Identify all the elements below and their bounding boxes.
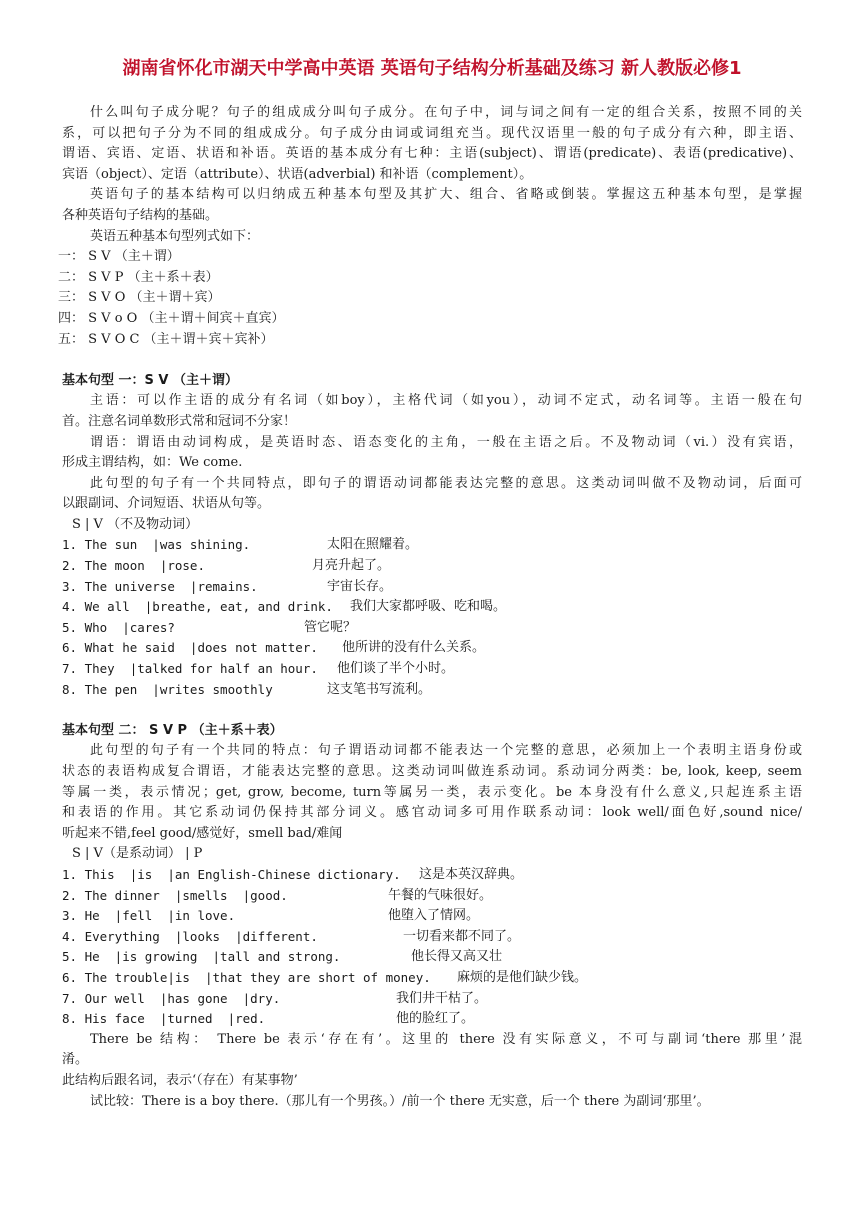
section-paragraph-line: 谓语：谓语由动词构成，是英语时态、语态变化的主角，一般在主语之后。不及物动词（vi.）没有宾语， [90, 434, 802, 450]
section-heading: 基本句型 一：S V （主＋谓） [62, 372, 239, 388]
pattern-line: 二： S V P （主＋系＋表） [58, 269, 219, 285]
example-english: 8. His face |turned |red. [62, 1011, 266, 1027]
intro-line: 各种英语句子结构的基础。 [62, 207, 219, 223]
example-sentence [62, 638, 802, 659]
section-paragraph-line: 此句型的句子有一个共同特点，即句子的谓语动词都能表达完整的意思。这类动词叫做不及物动词，后面可 [90, 475, 802, 491]
example-sentence [62, 577, 802, 598]
example-english: 4. Everything |looks |different. [62, 928, 318, 944]
example-chinese: 这是本英汉辞典。 [419, 866, 524, 882]
example-english: 3. He |fell |in love. [62, 908, 236, 924]
example-sentence [62, 968, 802, 989]
intro-line: 英语句子的基本结构可以归纳成五种基本句型及其扩大、组合、省略或倒装。掌握这五种基本句型，是掌握 [90, 187, 802, 203]
example-sentence [62, 927, 802, 948]
there-be-line: There be 结构： There be 表示‘存在有’。这里的 there 没有实际意义，不可与副词‘there 那里’混 [90, 1031, 802, 1047]
example-english: 7. Our well |has gone |dry. [62, 990, 281, 1006]
example-english: 2. The dinner |smells |good. [62, 887, 288, 903]
example-english: 2. The moon |rose. [62, 558, 205, 574]
sentence-structure: S | V（是系动词） | P [72, 846, 203, 862]
there-be-line: 淆。 [62, 1052, 89, 1068]
example-sentence [62, 989, 802, 1010]
example-english: 4. We all |breathe, eat, and drink. [62, 599, 333, 615]
example-sentence [62, 947, 802, 968]
example-sentence [62, 659, 802, 680]
example-english: 1. This |is |an English-Chinese dictionary. [62, 866, 401, 882]
example-chinese: 他们谈了半个小时。 [337, 661, 455, 677]
example-sentence [62, 597, 802, 618]
example-english: 1. The sun |was shining. [62, 537, 251, 553]
example-english: 6. What he said |does not matter. [62, 640, 318, 656]
intro-line: 什么叫句子成分呢？句子的组成成分叫句子成分。在句子中，词与词之间有一定的组合关系，按照不同的关 [90, 105, 802, 120]
intro-line: 系，可以把句子分为不同的组成成分。句子成分由词或词组充当。现代汉语里一般的句子成分有六种，即主语、 [62, 125, 802, 141]
example-english: 7. They |talked for half an hour. [62, 661, 318, 677]
section-paragraph-line: 主语：可以作主语的成分有名词（如boy），主格代词（如you），动词不定式，动名词等。主语一般在句 [90, 393, 802, 409]
section-heading: 基本句型 二： S V P （主＋系＋表） [62, 722, 283, 738]
example-english: 5. He |is growing |tall and strong. [62, 949, 341, 965]
section-paragraph-line: 首。注意名词单数形式常和冠词不分家！ [62, 413, 297, 429]
intro-line: 谓语、宾语、定语、状语和补语。英语的基本成分有七种：主语(subject)、谓语(predicate)、表语(predicative)、 [62, 146, 802, 162]
section-paragraph-line: 状态的表语构成复合谓语，才能表达完整的意思。这类动词叫做连系动词。系动词分两类：be, look, keep, seem [62, 764, 802, 779]
section-paragraph-line: 等属一类，表示情况；get, grow, become, turn等属另一类，表示变化。be 本身没有什么意义,只起连系主语 [62, 784, 802, 800]
there-be-line: 此结构后跟名词，表示‘（存在）有某事物’ [62, 1072, 298, 1088]
section-paragraph-line: 和表语的作用。其它系动词仍保持其部分词义。感官动词多可用作联系动词：look well/面色好,sound nice/ [62, 805, 802, 821]
pattern-line: 三： S V O （主＋谓＋宾） [58, 290, 221, 306]
example-sentence [62, 906, 802, 927]
example-chinese: 麻烦的是他们缺少钱。 [457, 969, 588, 985]
example-english: 6. The trouble|is |that they are short of money. [62, 969, 431, 985]
example-sentence [62, 865, 802, 886]
example-chinese: 宇宙长存。 [327, 578, 393, 594]
example-chinese: 他的脸红了。 [396, 1011, 475, 1027]
example-chinese: 这支笔书写流利。 [327, 681, 432, 697]
example-english: 3. The universe |remains. [62, 578, 258, 594]
example-chinese: 一切看来都不同了。 [403, 928, 521, 944]
section-paragraph-line: 形成主谓结构，如：We come. [62, 455, 243, 471]
example-chinese: 太阳在照耀着。 [327, 537, 419, 553]
document-title: 湖南省怀化市湖天中学高中英语 英语句子结构分析基础及练习 新人教版必修1 [122, 58, 742, 79]
pattern-line: 五： S V O C （主＋谓＋宾＋宾补） [58, 331, 274, 347]
intro-line: 英语五种基本句型列式如下： [90, 228, 260, 244]
example-sentence [62, 1009, 802, 1030]
intro-line: 宾语（object）、定语（attribute）、状语(adverbial) 和补语（complement）。 [62, 166, 533, 182]
there-be-line: 试比较：There is a boy there.（那儿有一个男孩。）/前一个 there 无实意，后一个 there 为副词‘那里’。 [90, 1093, 710, 1109]
example-chinese: 他所讲的没有什么关系。 [342, 640, 486, 656]
example-chinese: 月亮升起了。 [312, 558, 391, 574]
example-chinese: 我们井干枯了。 [396, 990, 488, 1006]
sentence-structure: S | V （不及物动词） [72, 516, 199, 532]
example-chinese: 我们大家都呼吸、吃和喝。 [350, 599, 507, 615]
example-chinese: 管它呢？ [304, 619, 357, 635]
section-paragraph-line: 以跟副词、介词短语、状语从句等。 [62, 496, 271, 512]
example-english: 8. The pen |writes smoothly [62, 681, 273, 697]
example-chinese: 他长得又高又壮 [411, 949, 503, 965]
example-sentence [62, 535, 802, 556]
example-sentence [62, 556, 802, 577]
pattern-line: 一： S V （主＋谓） [58, 249, 180, 265]
section-paragraph-line: 此句型的句子有一个共同的特点：句子谓语动词都不能表达一个完整的意思，必须加上一个表明主语身份或 [90, 743, 802, 759]
pattern-line: 四： S V o O （主＋谓＋间宾＋直宾） [58, 310, 285, 326]
example-chinese: 他堕入了情网。 [388, 908, 480, 924]
example-sentence [62, 680, 802, 701]
example-sentence [62, 886, 802, 907]
example-chinese: 午餐的气味很好。 [388, 887, 493, 903]
example-sentence [62, 618, 802, 639]
example-english: 5. Who |cares? [62, 619, 175, 635]
document-body [58, 103, 802, 1112]
section-paragraph-line: 听起来不错,feel good/感觉好，smell bad/难闻 [62, 825, 343, 841]
